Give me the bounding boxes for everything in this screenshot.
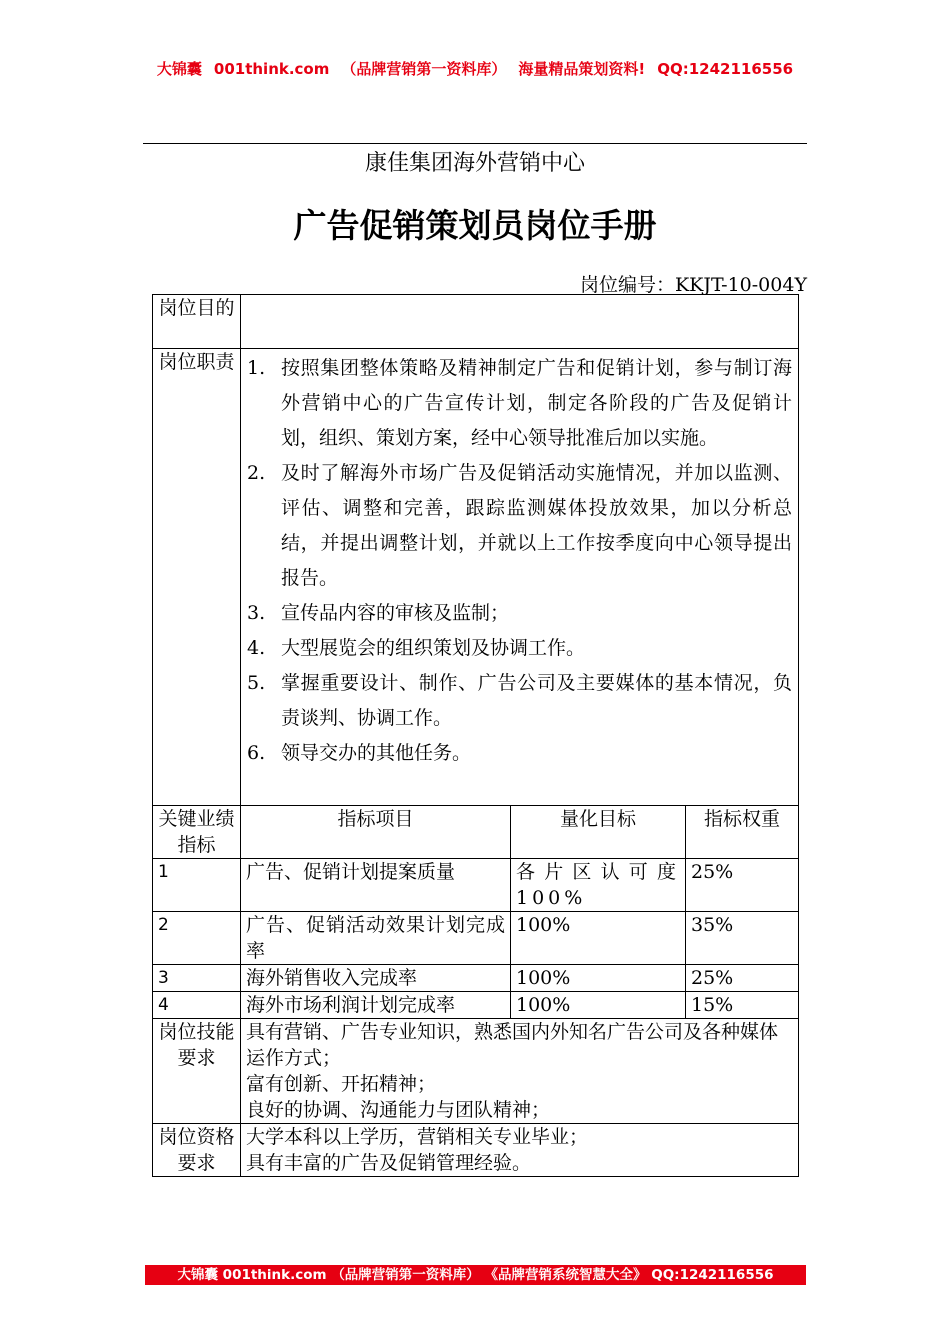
duty-item: 6. 领导交办的其他任务。 [247,742,472,764]
kpi-weight: 35% [686,912,799,965]
kpi-weight: 25% [686,965,799,992]
kpi-row [153,859,799,912]
kpi-label: 关键业绩指标 [153,806,241,859]
duties-label: 岗位职责 [153,349,241,806]
kpi-header-target: 量化目标 [511,806,686,859]
kpi-weight: 15% [686,992,799,1019]
skills-cell [241,1019,799,1124]
kpi-item: 海外销售收入完成率 [241,965,511,992]
footer-book: 《品牌营销系统智慧大全》 [484,1267,647,1283]
banner-brand: 大锦囊 [156,60,202,78]
kpi-number: 4 [153,992,241,1019]
banner-slogan: 海量精品策划资料! [518,60,646,78]
kpi-target: 100% [511,912,686,965]
organization-name: 康佳集团海外营销中心 [364,151,585,176]
document-title: 广告促销策划员岗位手册 [293,206,657,245]
purpose-row [153,295,799,349]
duty-item: 2. 及时了解海外市场广告及促销活动实施情况，并加以监测、评估、调整和完善，跟踪监测媒体投放效果，加以分析总结，并提出调整计划，并就以上工作按季度向中心领导提出报告。 [247,462,793,589]
kpi-number: 3 [153,965,241,992]
kpi-row [153,912,799,965]
purpose-label: 岗位目的 [153,295,241,349]
skill-line: 良好的协调、沟通能力与团队精神； [246,1099,551,1121]
duties-cell [241,349,799,806]
duty-item: 1. 按照集团整体策略及精神制定广告和促销计划，参与制订海外营销中心的广告宣传计划，制定各阶段的广告及促销计划，组织、策划方案，经中心领导批准后加以实施。 [247,357,793,449]
skill-line: 具有营销、广告专业知识，熟悉国内外知名广告公司及各种媒体运作方式； [246,1021,779,1069]
skills-row [153,1019,799,1124]
skills-label: 岗位技能要求 [153,1019,241,1124]
banner-qq: QQ:1242116556 [657,60,794,78]
kpi-item: 广告、促销计划提案质量 [241,859,511,912]
qualifications-row [153,1124,799,1177]
footer-brand: 大锦囊 [177,1267,218,1283]
bottom-banner [145,1265,806,1285]
kpi-row [153,992,799,1019]
qualification-line: 具有丰富的广告及促销管理经验。 [246,1152,532,1174]
banner-site[interactable]: 001think.com [213,60,330,78]
duty-item: 5. 掌握重要设计、制作、广告公司及主要媒体的基本情况，负责谈判、协调工作。 [247,672,793,729]
kpi-item: 海外市场利润计划完成率 [241,992,511,1019]
kpi-item: 广告、促销活动效果计划完成率 [241,912,511,965]
kpi-row [153,965,799,992]
kpi-number: 2 [153,912,241,965]
kpi-header-item: 指标项目 [241,806,511,859]
footer-qq: QQ:1242116556 [651,1267,774,1283]
qualifications-cell [241,1124,799,1177]
kpi-header-row [153,806,799,859]
duty-item: 3. 宣传品内容的审核及监制； [247,602,510,624]
kpi-target: 100% [511,992,686,1019]
footer-site[interactable]: 001think.com [222,1267,327,1283]
qualifications-label: 岗位资格要求 [153,1124,241,1177]
kpi-number: 1 [153,859,241,912]
header-rule [143,143,807,144]
purpose-value [241,295,799,349]
top-banner [0,58,950,79]
kpi-weight: 25% [686,859,799,912]
kpi-header-weight: 指标权重 [686,806,799,859]
job-manual-table [152,294,799,1177]
banner-tagline: （品牌营销第一资料库） [341,60,507,78]
kpi-target: 100% [511,965,686,992]
qualification-line: 大学本科以上学历，营销相关专业毕业； [246,1126,589,1148]
position-code: 岗位编号：KKJT-10-004Y [579,274,807,296]
skill-line: 富有创新、开拓精神； [246,1073,437,1095]
kpi-target: 各片区认可度100% [511,859,686,912]
duties-list [241,349,798,773]
duty-item: 4. 大型展览会的组织策划及协调工作。 [247,637,586,659]
duties-row [153,349,799,806]
footer-tagline: （品牌营销第一资料库） [331,1267,480,1283]
